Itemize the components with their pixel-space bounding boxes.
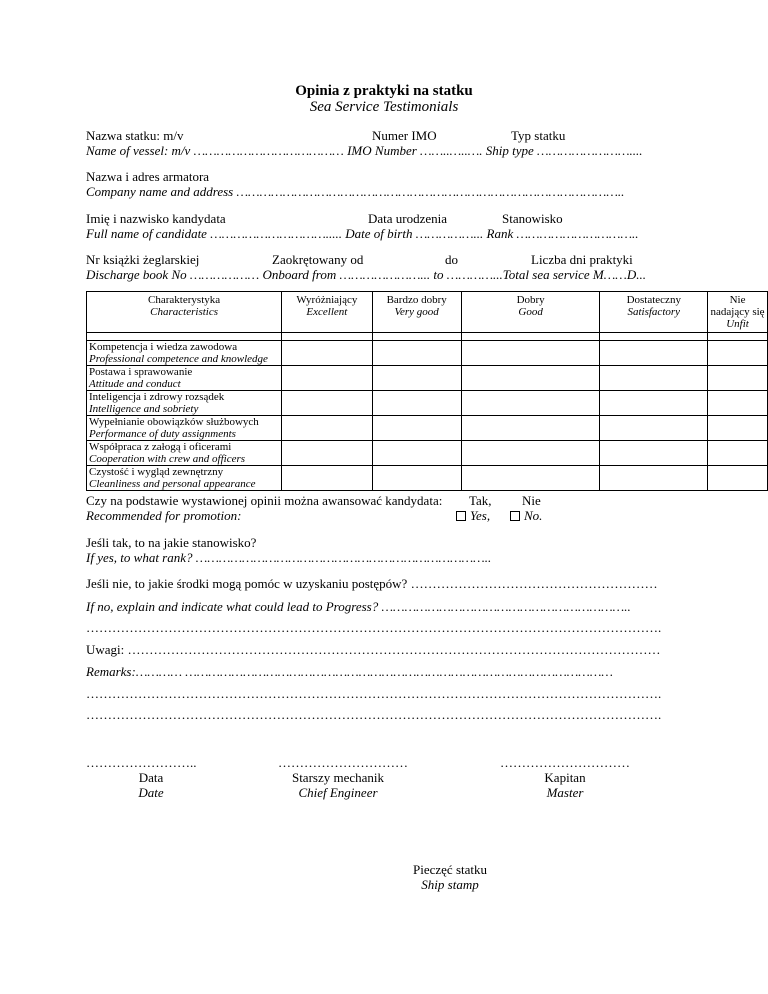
means-question-pl[interactable]: Jeśli nie, to jakie środki mogą pomóc w uzyskaniu postępów? ………………………………………………… [86, 576, 658, 591]
days-label-pl: Liczba dni praktyki [531, 252, 633, 267]
table-row [87, 441, 768, 466]
rating-cell[interactable] [461, 466, 600, 491]
criterion-cooperation: Współpraca z załogą i oficerami Cooperation with crew and officers [87, 441, 282, 466]
to-label-pl: do [445, 252, 458, 267]
page-subtitle: Sea Service Testimonials [309, 99, 459, 115]
remarks-line-2[interactable]: ……………………………………………………………………………………………………………………. [86, 707, 662, 722]
criterion-cleanliness: Czystość i wygląd zewnętrzny Cleanliness and personal appearance [87, 466, 282, 491]
criterion-attitude: Postawa i sprawowanie Attitude and conduct [87, 366, 282, 391]
table-row [87, 466, 768, 491]
chief-engineer-signature-line[interactable]: ………………………… [278, 755, 408, 770]
rating-cell[interactable] [600, 391, 708, 416]
table-row [87, 341, 768, 366]
vessel-label-pl: Nazwa statku: m/v [86, 128, 184, 143]
no-checkbox[interactable] [510, 511, 520, 521]
rank-question-field[interactable]: If yes, to what rank? ………………………………………………………………….. [86, 550, 492, 565]
rating-cell[interactable] [282, 341, 372, 366]
no-option[interactable]: No. [510, 508, 542, 523]
rating-cell[interactable] [282, 441, 372, 466]
rating-cell[interactable] [708, 466, 768, 491]
promotion-label-en: Recommended for promotion: [86, 508, 242, 523]
onboard-label-pl: Zaokrętowany od [272, 252, 364, 267]
header-characteristics: Charakterystyka Characteristics [87, 292, 282, 333]
candidate-field[interactable]: Full name of candidate …………………………..... Date of birth ……………... Rank ………………………….. [86, 226, 639, 241]
rating-cell[interactable] [461, 441, 600, 466]
criterion-intelligence: Inteligencja i zdrowy rozsądek Intelligence and sobriety [87, 391, 282, 416]
rating-cell[interactable] [282, 391, 372, 416]
table-header-row [87, 292, 768, 333]
remarks-line-1[interactable]: ……………………………………………………………………………………………………………………. [86, 686, 662, 701]
discharge-field[interactable]: Discharge book No ……………… Onboard from …………………... to …………...Total sea service M……D... [86, 267, 647, 282]
remarks-en[interactable]: Remarks:………… ………………………………………………………………………………………………… [86, 664, 613, 679]
date-label-pl: Data [138, 770, 164, 785]
rating-cell[interactable] [461, 416, 600, 441]
header-very-good: Bardzo dobry Very good [372, 292, 461, 333]
rating-cell[interactable] [708, 441, 768, 466]
rating-cell[interactable] [461, 366, 600, 391]
rating-cell[interactable] [372, 341, 461, 366]
rating-cell[interactable] [282, 466, 372, 491]
rating-cell[interactable] [282, 416, 372, 441]
header-good: Dobry Good [461, 292, 600, 333]
header-excellent: Wyróżniający Excellent [282, 292, 372, 333]
means-question-en[interactable]: If no, explain and indicate what could lead to Progress? ……………………………………………………….. [86, 599, 631, 614]
table-spacer-row [87, 333, 768, 341]
criterion-duty: Wypełnianie obowiązków służbowych Performance of duty assignments [87, 416, 282, 441]
rating-cell[interactable] [600, 466, 708, 491]
master-signature-line[interactable]: ………………………… [500, 755, 630, 770]
dob-label-pl: Data urodzenia [368, 211, 448, 226]
rating-cell[interactable] [708, 416, 768, 441]
chief-engineer-label-en: Chief Engineer [298, 785, 378, 800]
rank-question-pl: Jeśli tak, to na jakie stanowisko? [86, 535, 257, 550]
rating-cell[interactable] [600, 441, 708, 466]
rating-cell[interactable] [708, 391, 768, 416]
page-title: Opinia z praktyki na statku [295, 83, 473, 99]
stamp-label-en: Ship stamp [421, 877, 479, 892]
rating-cell[interactable] [600, 366, 708, 391]
table-row [87, 366, 768, 391]
rating-cell[interactable] [372, 441, 461, 466]
yes-label-pl: Tak, [469, 493, 492, 508]
rating-cell[interactable] [282, 366, 372, 391]
chief-engineer-label-pl: Starszy mechanik [291, 770, 385, 785]
no-label-pl: Nie [522, 493, 541, 508]
header-satisfactory: Dostateczny Satisfactory [600, 292, 708, 333]
remarks-pl[interactable]: Uwagi: …………………………………………………………………………………………………………… [86, 642, 661, 657]
company-label-pl: Nazwa i adres armatora [86, 169, 210, 184]
rating-cell[interactable] [461, 341, 600, 366]
candidate-label-pl: Imię i nazwisko kandydata [86, 211, 226, 226]
master-label-pl: Kapitan [544, 770, 586, 785]
yes-checkbox[interactable] [456, 511, 466, 521]
rating-cell[interactable] [708, 341, 768, 366]
vessel-field[interactable]: Name of vessel: m/v ………………………………… IMO Number ……..…..…. Ship type …………………….... [86, 143, 643, 158]
rating-cell[interactable] [600, 416, 708, 441]
stamp-label-pl: Pieczęć statku [413, 862, 487, 877]
rating-cell[interactable] [372, 366, 461, 391]
imo-label-pl: Numer IMO [372, 128, 437, 143]
means-line[interactable]: ……………………………………………………………………………………………………………………. [86, 620, 662, 635]
rating-cell[interactable] [600, 341, 708, 366]
rating-cell[interactable] [372, 466, 461, 491]
rating-cell[interactable] [708, 366, 768, 391]
master-label-en: Master [546, 785, 584, 800]
date-signature-line[interactable]: …………………….. [86, 755, 197, 770]
rating-cell[interactable] [372, 416, 461, 441]
evaluation-table [86, 291, 768, 491]
rank-label-pl: Stanowisko [502, 211, 563, 226]
table-row [87, 416, 768, 441]
yes-option[interactable]: Yes, [456, 508, 490, 523]
rating-cell[interactable] [372, 391, 461, 416]
criterion-competence: Kompetencja i wiedza zawodowa Professional competence and knowledge [87, 341, 282, 366]
date-label-en: Date [138, 785, 164, 800]
promotion-label-pl: Czy na podstawie wystawionej opinii można awansować kandydata: [86, 493, 443, 508]
ship-type-label-pl: Typ statku [511, 128, 566, 143]
table-row [87, 391, 768, 416]
header-unfit: Nie nadający się Unfit [708, 292, 768, 333]
discharge-label-pl: Nr książki żeglarskiej [86, 252, 200, 267]
company-field[interactable]: Company name and address ……………………………………………………………………………………….. [86, 184, 625, 199]
rating-cell[interactable] [461, 391, 600, 416]
